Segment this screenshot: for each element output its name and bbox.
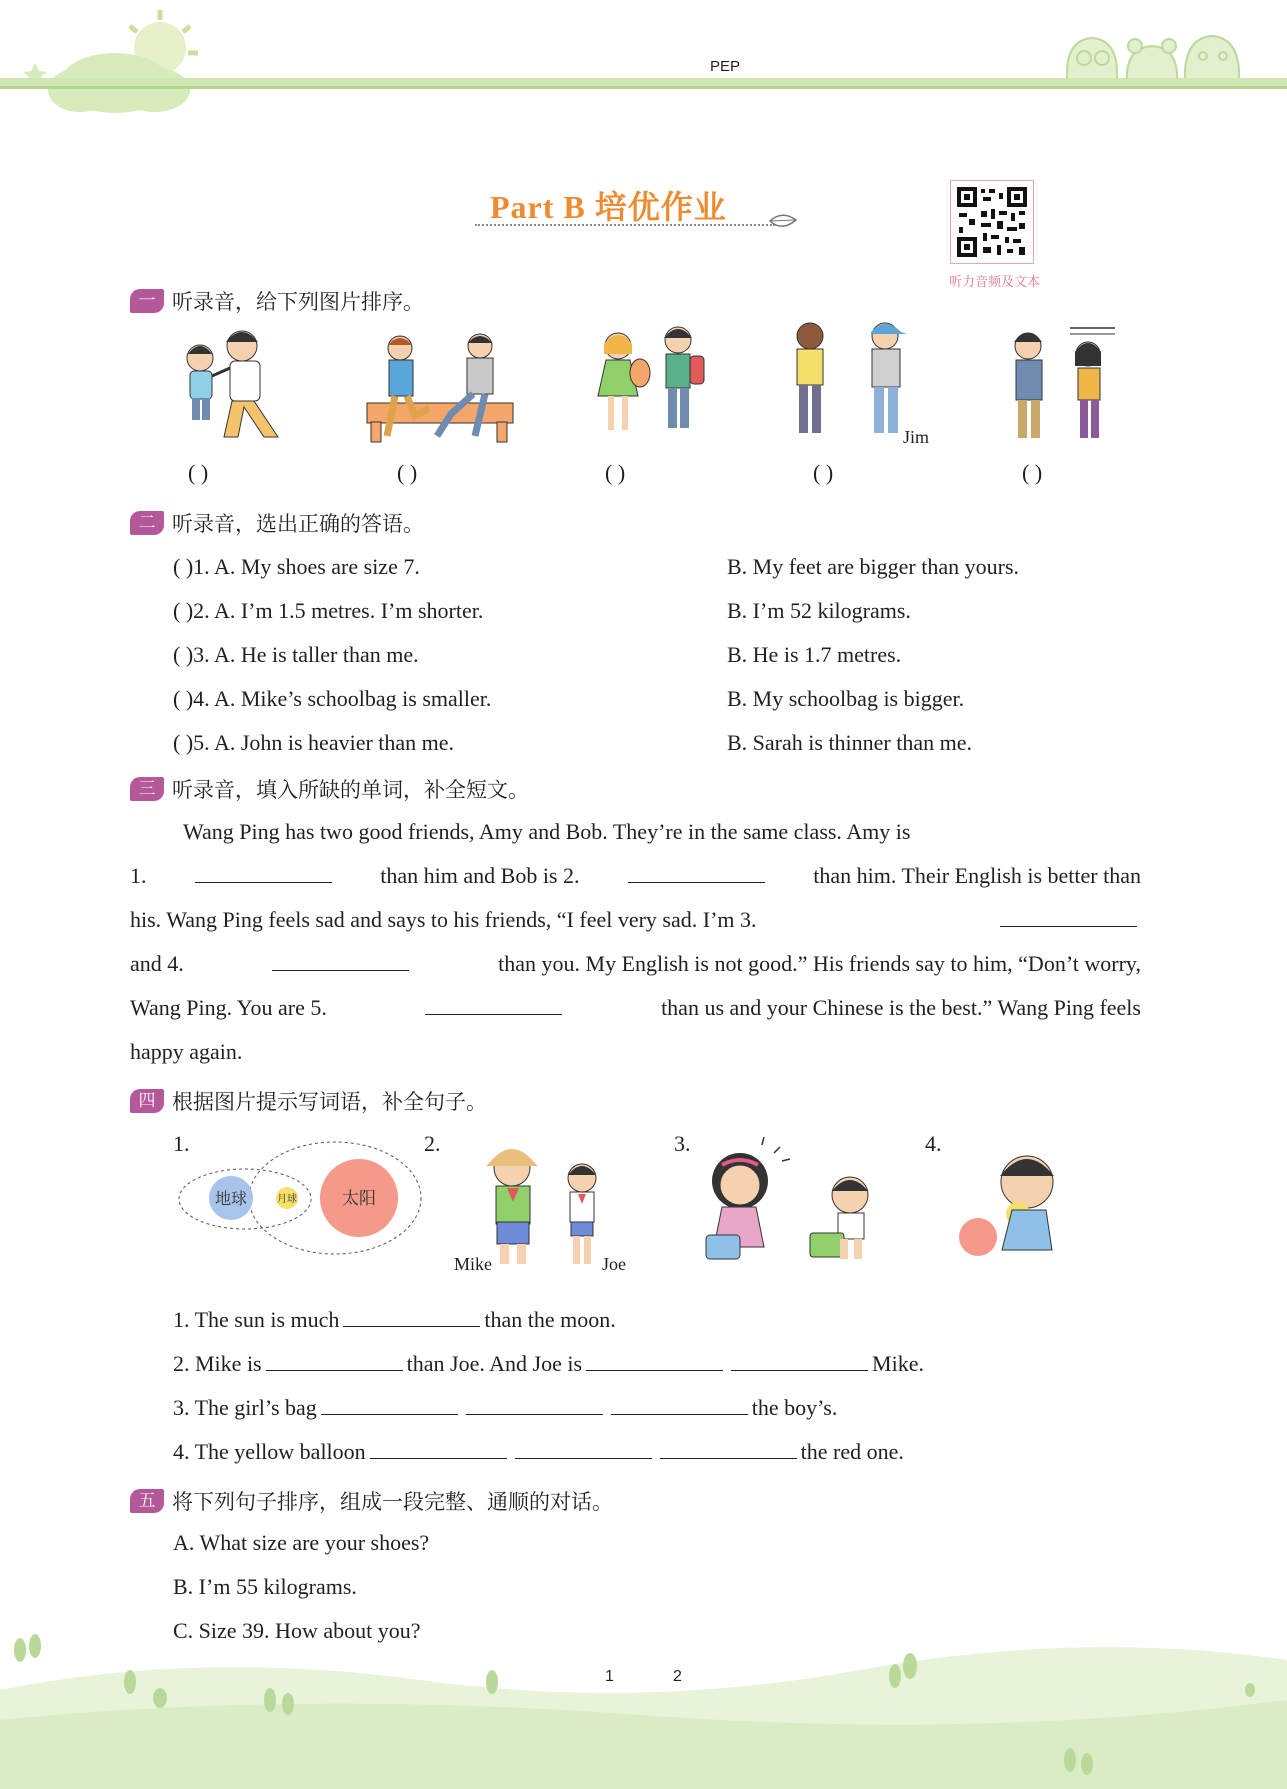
- section-3-title: 听录音，填入所缺的单词，补全短文。: [172, 778, 529, 802]
- section-1-title: 听录音，给下列图片排序。: [172, 290, 424, 314]
- sentence-text: 4. The yellow balloon: [173, 1439, 366, 1464]
- jim-label: Jim: [903, 427, 930, 447]
- passage-line-5: [130, 995, 1141, 1021]
- picture-girl-boy-bags: [692, 1135, 892, 1270]
- sun-label: 太阳: [342, 1189, 376, 1209]
- cloud-sun-decoration: [20, 8, 220, 118]
- blank-4-4b[interactable]: [515, 1439, 652, 1459]
- passage-text: his. Wang Ping feels sad and says to his friends, “I feel very sad. I’m 3.: [130, 907, 757, 932]
- section-4-title: 根据图片提示写词语，补全句子。: [172, 1090, 487, 1114]
- passage-text: than us and your Chinese is the best.” Wang Ping feels: [661, 995, 1141, 1020]
- passage-line-2: [130, 863, 1141, 889]
- question-2-5-a: ( )5. A. John is heavier than me.: [173, 730, 455, 755]
- answer-paren-1[interactable]: ( ): [188, 460, 209, 485]
- question-2-4-b: B. My schoolbag is bigger.: [727, 686, 965, 711]
- blank-4-4c[interactable]: [660, 1439, 797, 1459]
- page-title: Part B 培优作业: [490, 189, 727, 225]
- answer-paren-3[interactable]: ( ): [605, 460, 626, 485]
- passage-line-3: [130, 907, 1141, 933]
- sentence-4-1: [173, 1307, 616, 1333]
- sentence-text: the boy’s.: [751, 1395, 838, 1420]
- blank-5[interactable]: [425, 995, 562, 1015]
- sentence-text: than Joe. And Joe is: [406, 1351, 583, 1376]
- sentence-4-2: [173, 1351, 924, 1377]
- section-badge: 一: [130, 289, 164, 313]
- passage-line-1: [183, 819, 1141, 845]
- question-2-4-a: ( )4. A. Mike’s schoolbag is smaller.: [173, 686, 492, 711]
- header-band-line: [0, 86, 1287, 89]
- blank-4[interactable]: [272, 951, 409, 971]
- passage-text: than him. Their English is better than: [813, 863, 1141, 888]
- sentence-text: 2. Mike is: [173, 1351, 262, 1376]
- answer-paren-5[interactable]: ( ): [1022, 460, 1043, 485]
- section-badge: 五: [130, 1489, 164, 1513]
- dialogue-item-b: B. I’m 55 kilograms.: [173, 1574, 357, 1599]
- picture-mike-joe: [450, 1140, 640, 1275]
- section-badge: 二: [130, 511, 164, 535]
- section-2-heading: [130, 508, 424, 538]
- question-2-2-a: ( )2. A. I’m 1.5 metres. I’m shorter.: [173, 598, 484, 623]
- question-2-1-b: B. My feet are bigger than yours.: [727, 554, 1020, 579]
- page-title-block: [490, 182, 810, 232]
- picture-boys-bench: [365, 318, 515, 454]
- qr-code[interactable]: [950, 180, 1034, 264]
- section-3-heading: [130, 774, 529, 804]
- blank-2[interactable]: [628, 863, 765, 883]
- joe-label: Joe: [602, 1254, 626, 1274]
- picture-number-2: 2.: [424, 1131, 441, 1156]
- section-2-title: 听录音，选出正确的答语。: [172, 512, 424, 536]
- blank-4-3a[interactable]: [321, 1395, 458, 1415]
- picture-number-3: 3.: [674, 1131, 691, 1156]
- qr-caption: 听力音频及文本: [948, 275, 1040, 290]
- section-badge: 三: [130, 777, 164, 801]
- blank-4-3b[interactable]: [466, 1395, 603, 1415]
- question-2-3-b: B. He is 1.7 metres.: [727, 642, 902, 667]
- blank-4-1[interactable]: [343, 1307, 480, 1327]
- picture-boy-girl-height: [1000, 318, 1150, 454]
- header-label: PEP: [709, 58, 740, 75]
- dialogue-item-a: A. What size are your shoes?: [173, 1530, 430, 1555]
- passage-line-6: happy again.: [130, 1039, 243, 1064]
- picture-earth-moon-sun: [175, 1135, 425, 1265]
- picture-number-4: 4.: [925, 1131, 942, 1156]
- qr-code-icon: [957, 187, 1027, 257]
- mike-label: Mike: [454, 1254, 492, 1274]
- footer-hills-decoration: [0, 1630, 1287, 1789]
- answer-paren-4[interactable]: ( ): [813, 460, 834, 485]
- leaf-icon: [768, 212, 798, 230]
- title-underline: [475, 224, 775, 226]
- sentence-text: the red one.: [800, 1439, 904, 1464]
- blank-4-2b[interactable]: [586, 1351, 723, 1371]
- question-2-5-b: B. Sarah is thinner than me.: [727, 730, 973, 755]
- page-number-left: 1: [605, 1668, 614, 1685]
- answer-paren-2[interactable]: ( ): [397, 460, 418, 485]
- passage-text: than you. My English is not good.” His friends say to him, “Don’t worry,: [498, 951, 1141, 976]
- passage-text: and 4.: [130, 951, 184, 976]
- passage-text: 1.: [130, 863, 147, 888]
- sentence-4-3: [173, 1395, 837, 1421]
- sentence-text: than the moon.: [484, 1307, 616, 1332]
- blank-4-3c[interactable]: [611, 1395, 748, 1415]
- section-5-title: 将下列句子排序，组成一段完整、通顺的对话。: [172, 1490, 613, 1514]
- blank-4-2c[interactable]: [731, 1351, 868, 1371]
- picture-girl-boy-backpacks: [578, 318, 728, 454]
- sentence-text: 3. The girl’s bag: [173, 1395, 317, 1420]
- page-number-right: 2: [673, 1668, 682, 1685]
- blank-3[interactable]: [1000, 907, 1137, 927]
- picture-boys-jim: [775, 318, 945, 454]
- picture-kids-highfive: [170, 318, 320, 454]
- passage-line-4: [130, 951, 1141, 977]
- passage-text: Wang Ping. You are 5.: [130, 995, 327, 1020]
- passage-text: Wang Ping has two good friends, Amy and Bob. They’re in the same class. Amy is: [183, 819, 911, 844]
- blank-1[interactable]: [195, 863, 332, 883]
- passage-text: than him and Bob is 2.: [380, 863, 580, 888]
- sentence-text: Mike.: [872, 1351, 924, 1376]
- section-4-heading: [130, 1086, 487, 1116]
- question-2-1-a: ( )1. A. My shoes are size 7.: [173, 554, 420, 579]
- blank-4-4a[interactable]: [370, 1439, 507, 1459]
- section-badge: 四: [130, 1089, 164, 1113]
- question-2-2-b: B. I’m 52 kilograms.: [727, 598, 911, 623]
- section-1-heading: [130, 286, 424, 316]
- sentence-text: 1. The sun is much: [173, 1307, 340, 1332]
- sentence-4-4: [173, 1439, 904, 1465]
- picture-number-1: 1.: [173, 1131, 190, 1156]
- dialogue-item-c: C. Size 39. How about you?: [173, 1618, 421, 1643]
- blank-4-2[interactable]: [266, 1351, 403, 1371]
- section-5-heading: [130, 1486, 613, 1516]
- question-2-3-a: ( )3. A. He is taller than me.: [173, 642, 419, 667]
- picture-boy-balloons: [952, 1140, 1082, 1265]
- moon-label: 月球: [277, 1194, 297, 1205]
- earth-label: 地球: [214, 1189, 248, 1208]
